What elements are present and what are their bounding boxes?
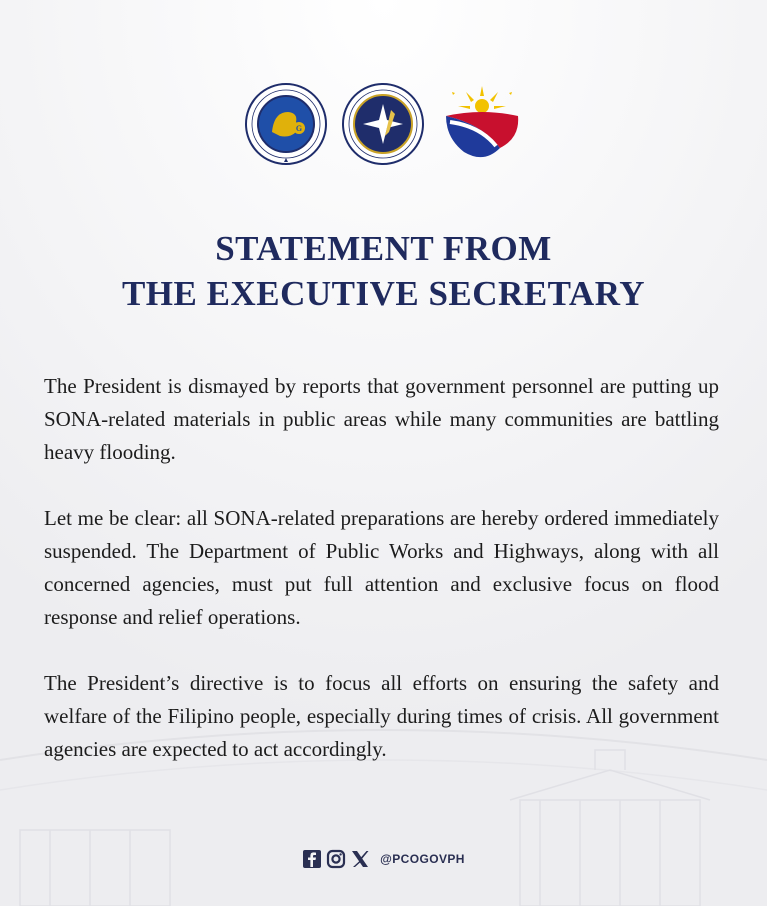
pco-seal-icon bbox=[341, 82, 425, 166]
bagong-pilipinas-logo-icon bbox=[440, 82, 524, 166]
logo-row bbox=[0, 82, 767, 172]
facebook-icon[interactable] bbox=[302, 849, 322, 869]
svg-text:G: G bbox=[295, 124, 303, 133]
title-line-1: STATEMENT FROM bbox=[215, 229, 552, 268]
paragraph-1: The President is dismayed by reports that government personnel are putting up SONA-related materials in public areas while many communities are battling heavy flooding. bbox=[44, 374, 719, 464]
social-footer bbox=[0, 846, 767, 872]
paragraph-3: The President’s directive is to focus all efforts on ensuring the safety and welfare of the Filipino people, especially during times of crisis. All government agencies are expected to act accordingly. bbox=[44, 671, 719, 761]
x-icon[interactable] bbox=[350, 849, 370, 869]
title-line-2: THE EXECUTIVE SECRETARY bbox=[121, 274, 646, 313]
statement-body bbox=[44, 370, 719, 799]
instagram-icon[interactable] bbox=[326, 849, 346, 869]
statement-title bbox=[0, 226, 767, 316]
paragraph-2: Let me be clear: all SONA-related preparations are hereby ordered immediately suspended. The Department of Public Works and Highways, along with all concerned agencies, must put full attention and exclusive focus on flood response and relief operations. bbox=[44, 506, 719, 629]
social-handle[interactable]: @PCOGOVPH bbox=[380, 852, 465, 866]
kalihim-seal-icon bbox=[244, 82, 328, 166]
